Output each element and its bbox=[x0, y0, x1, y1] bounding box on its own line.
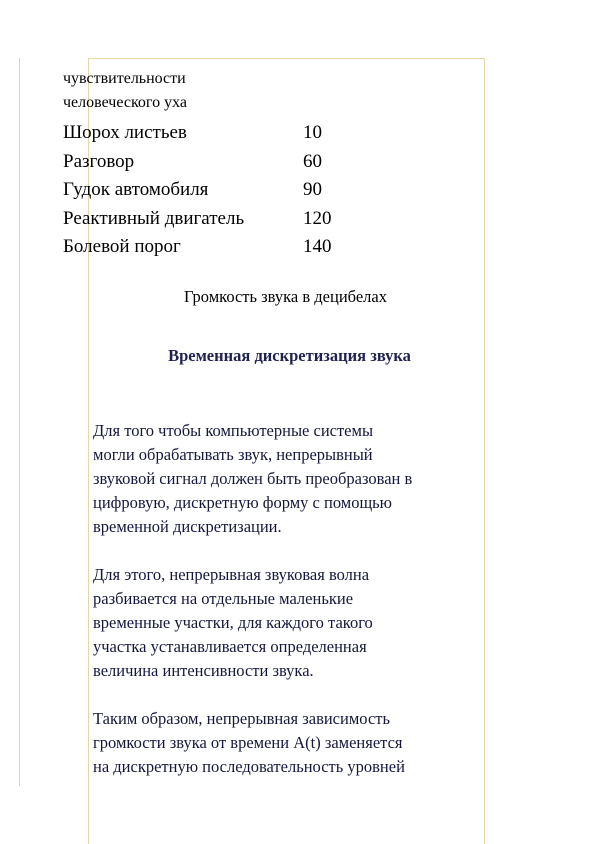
sound-source: Гудок автомобиля bbox=[63, 179, 209, 200]
table-row bbox=[63, 176, 332, 205]
table-caption bbox=[0, 285, 595, 309]
intro-line: чувствительности bbox=[63, 70, 186, 87]
paragraph-line: могли обрабатывать звук, непрерывный bbox=[93, 445, 373, 464]
paragraph-line: на дискретную последовательность уровней bbox=[93, 757, 405, 776]
paragraph-line: громкости звука от времени A(t) заменяется bbox=[93, 733, 403, 752]
sound-source: Болевой порог bbox=[63, 236, 181, 257]
section-heading-text: Временная дискретизация звука bbox=[168, 346, 411, 365]
sound-source: Шорох листьев bbox=[63, 122, 187, 143]
paragraph-line: Для этого, непрерывная звуковая волна bbox=[93, 565, 370, 584]
decibel-value: 10 bbox=[303, 122, 322, 143]
decibel-value: 120 bbox=[303, 207, 332, 229]
paragraph bbox=[93, 707, 488, 779]
section-heading bbox=[0, 344, 595, 368]
decibel-value: 60 bbox=[303, 150, 322, 172]
sound-source: Разговор bbox=[63, 150, 135, 172]
table-row bbox=[63, 148, 332, 177]
paragraph-line: Таким образом, непрерывная зависимость bbox=[93, 709, 390, 728]
intro-line: человеческого уха bbox=[63, 94, 187, 111]
paragraph-line: звуковой сигнал должен быть преобразован в bbox=[93, 469, 413, 488]
paragraph-line: временной дискретизации. bbox=[93, 517, 282, 536]
decibel-value: 90 bbox=[303, 179, 322, 200]
table-row bbox=[63, 233, 332, 262]
paragraph bbox=[93, 563, 488, 683]
paragraph-line: Для того чтобы компьютерные системы bbox=[93, 421, 374, 440]
paragraph-line: разбивается на отдельные маленькие bbox=[93, 589, 354, 608]
paragraph-line: величина интенсивности звука. bbox=[93, 661, 314, 680]
paragraph-line: участка устанавливается определенная bbox=[93, 637, 367, 656]
paragraph bbox=[93, 419, 488, 539]
table-row bbox=[63, 119, 332, 148]
table-caption-text: Громкость звука в децибелах bbox=[184, 287, 387, 306]
left-margin-rule bbox=[19, 58, 20, 786]
decibel-value: 140 bbox=[303, 236, 332, 257]
table-row bbox=[63, 205, 332, 234]
paragraph-line: временные участки, для каждого такого bbox=[93, 613, 373, 632]
loudness-table bbox=[63, 119, 332, 262]
intro-text bbox=[63, 67, 187, 115]
sound-source: Реактивный двигатель bbox=[63, 207, 245, 229]
paragraph-line: цифровую, дискретную форму с помощью bbox=[93, 493, 393, 512]
